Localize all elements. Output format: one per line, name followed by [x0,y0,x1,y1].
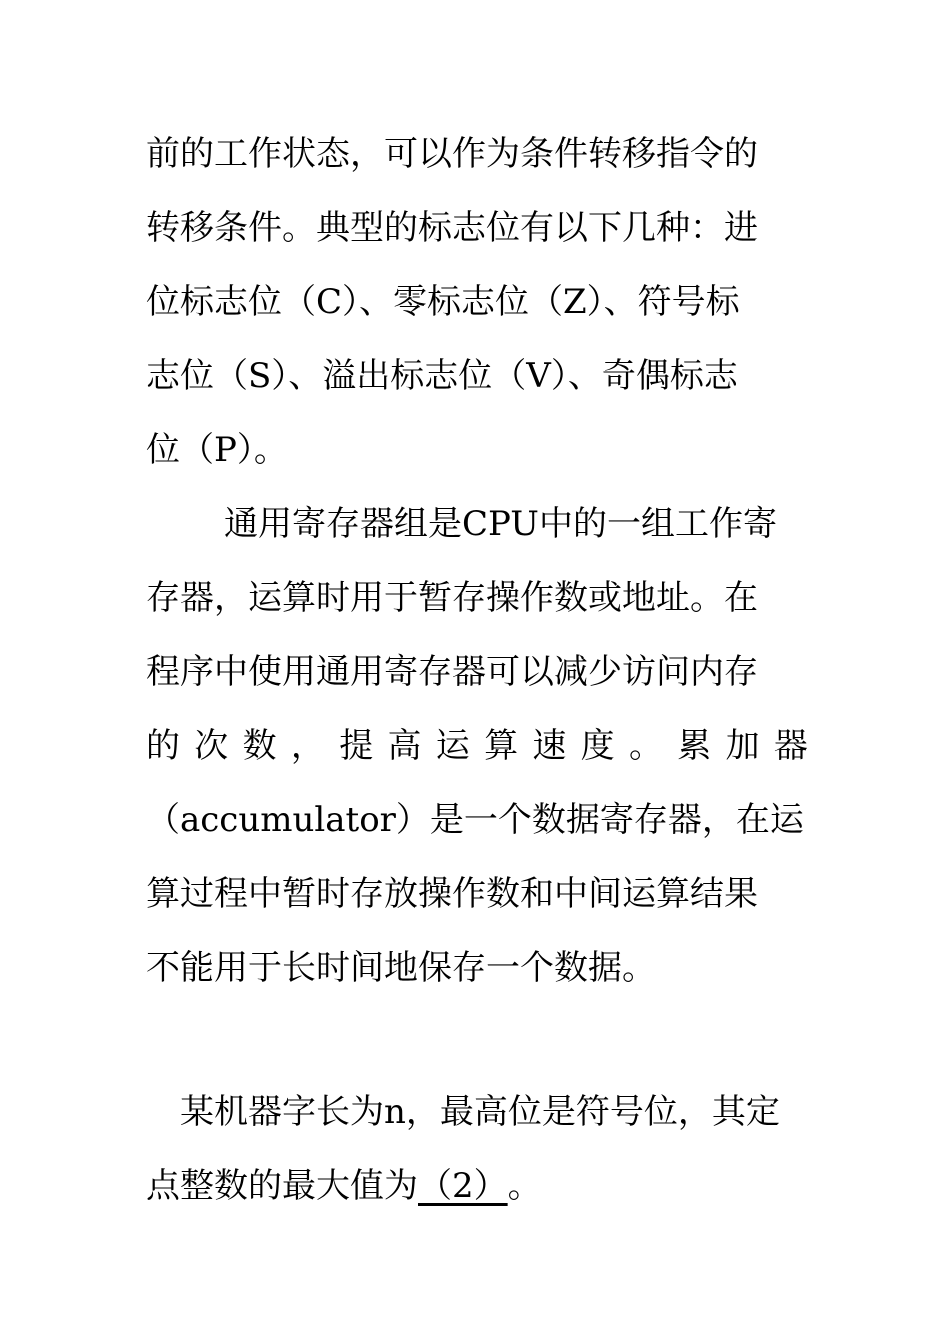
question-prefix: 点整数的最大值为 [146,1166,418,1206]
text-line: 通用寄存器组是CPU中的一组工作寄 [224,504,777,544]
text-line: 存器，运算时用于暂存操作数或地址。在 [146,578,758,618]
text-line-justified [146,709,808,783]
justified-char: 次 [194,726,229,766]
paragraph-flag-bits [146,117,808,487]
justified-char: 加 [725,726,760,766]
justified-char: ， [290,726,325,766]
justified-char: 算 [484,726,519,766]
text-line: 位标志位（C）、零标志位（Z）、符号标 [146,282,740,322]
justified-char: 运 [435,726,470,766]
text-line: 前的工作状态，可以作为条件转移指令的 [146,134,758,174]
question-paragraph [146,1075,808,1223]
justified-char: 累 [677,726,712,766]
question-suffix: 。 [507,1166,542,1206]
justified-char: 度 [580,726,615,766]
justified-char: 数 [242,726,277,766]
question-line-with-blank [146,1149,808,1223]
text-line: 位（P）。 [146,430,288,470]
text-line: （accumulator）是一个数据寄存器，在运 [146,800,804,840]
question-line: 某机器字长为n，最高位是符号位，其定 [180,1092,780,1132]
justified-char: 提 [339,726,374,766]
justified-char: 速 [532,726,567,766]
justified-char: 。 [628,726,663,766]
answer-blank: （2） [418,1166,508,1206]
justified-char: 高 [387,726,422,766]
text-line: 转移条件。典型的标志位有以下几种：进 [146,208,758,248]
justified-char: 的 [146,726,180,766]
text-line: 算过程中暂时存放操作数和中间运算结果 [146,874,758,914]
justified-char: 器 [773,726,808,766]
text-line: 不能用于长时间地保存一个数据。 [146,948,656,988]
text-line: 志位（S）、溢出标志位（V）、奇偶标志 [146,356,738,396]
paragraph-general-registers [146,487,808,1005]
text-line: 程序中使用通用寄存器可以减少访问内存 [146,652,758,692]
